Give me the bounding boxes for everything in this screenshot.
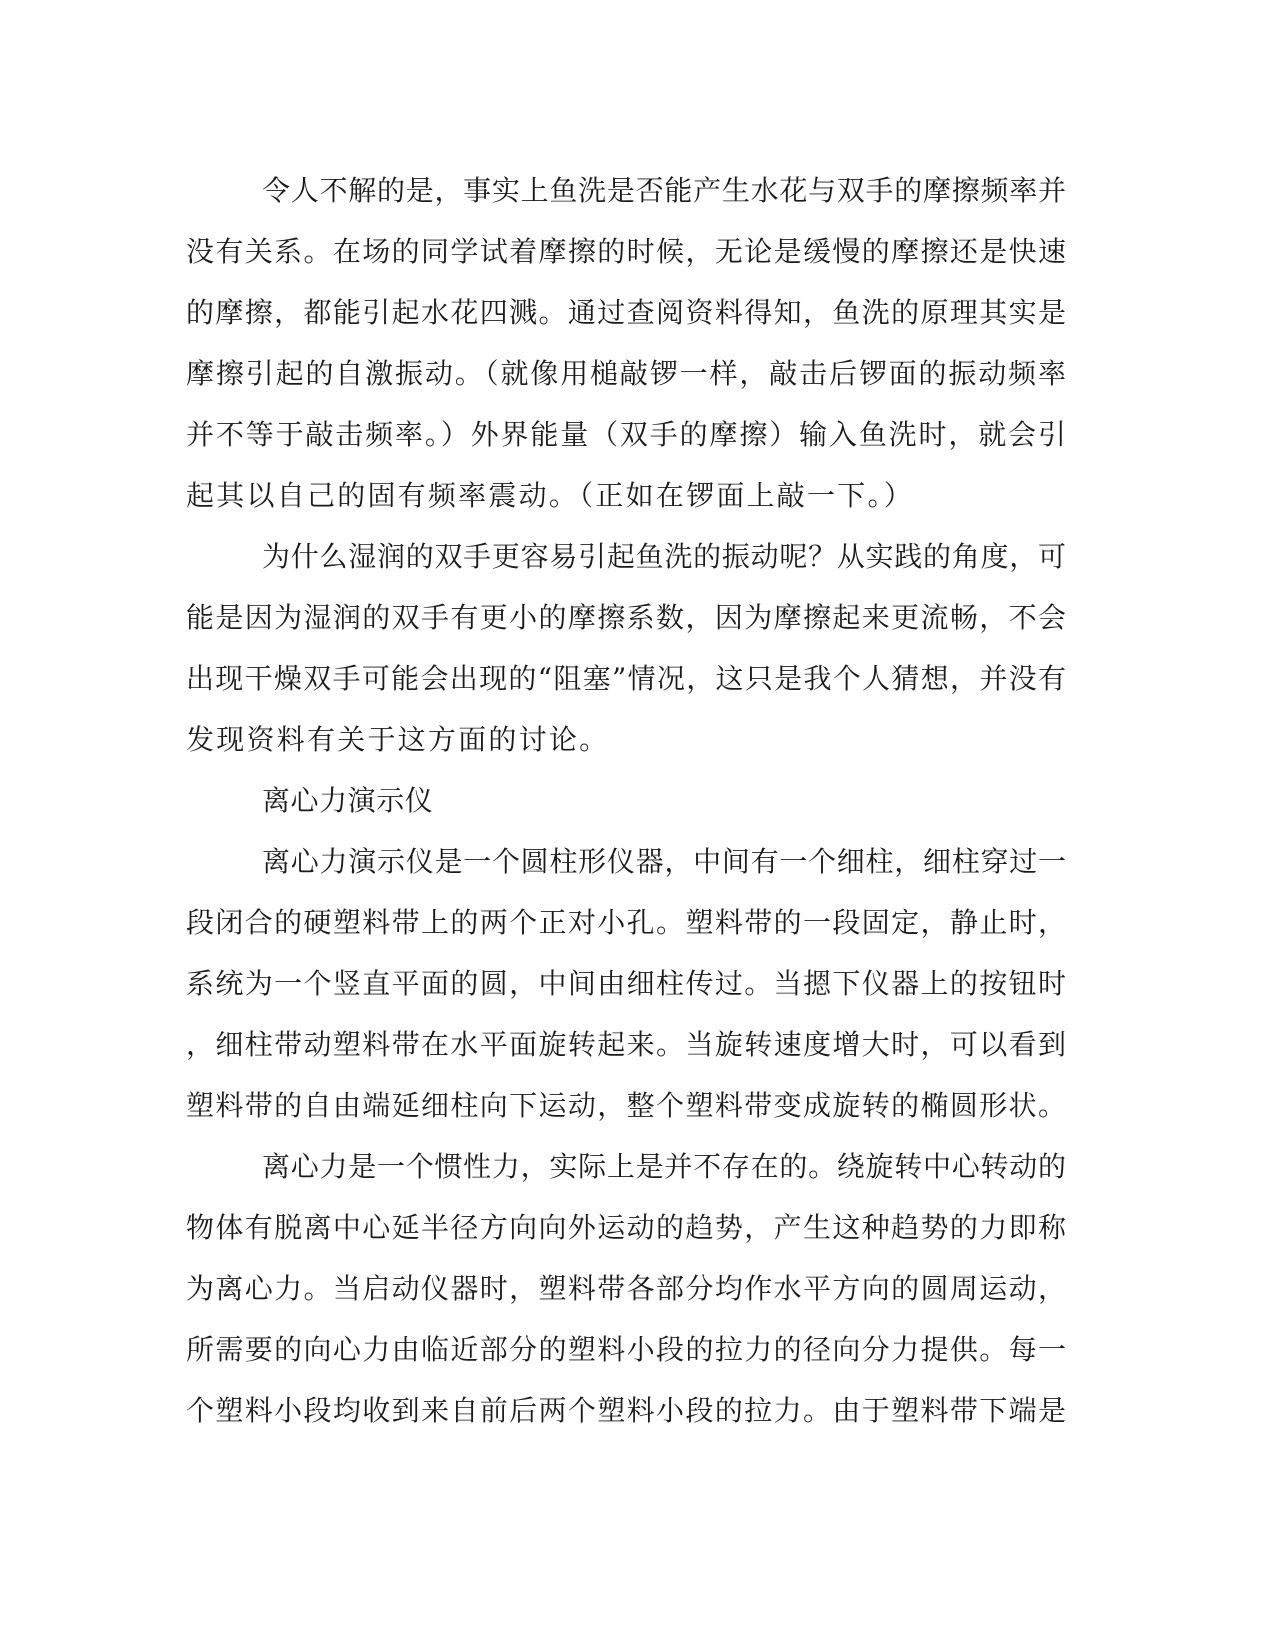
paragraph-centrifuge-description <box>186 831 1066 1136</box>
text-line: 摩擦引起的自激振动。（就像用槌敲锣一样，敲击后锣面的振动频率 <box>186 357 1066 390</box>
text-line: 没有关系。在场的同学试着摩擦的时候，无论是缓慢的摩擦还是快速 <box>186 235 1066 268</box>
text-line: 所需要的向心力由临近部分的塑料小段的拉力的径向分力提供。每一 <box>186 1333 1066 1366</box>
text-line: 发现资料有关于这方面的讨论。 <box>186 723 610 756</box>
text-line: 离心力是一个惯性力，实际上是并不存在的。绕旋转中心转动的 <box>262 1150 1066 1183</box>
text-line: 出现干燥双手可能会出现的“阻塞”情况，这只是我个人猜想，并没有 <box>186 662 1066 695</box>
text-line: 段闭合的硬塑料带上的两个正对小孔。塑料带的一段固定，静止时， <box>186 906 1066 939</box>
paragraph-wet-hands <box>186 526 1066 770</box>
document-body <box>186 160 1066 1441</box>
text-line: 令人不解的是，事实上鱼洗是否能产生水花与双手的摩擦频率并 <box>262 174 1066 207</box>
paragraph-centrifugal-force <box>186 1136 1066 1441</box>
text-line: 塑料带的自由端延细柱向下运动，整个塑料带变成旋转的椭圆形状。 <box>186 1089 1066 1122</box>
text-line: 的摩擦，都能引起水花四溅。通过查阅资料得知，鱼洗的原理其实是 <box>186 296 1066 329</box>
text-line: 个塑料小段均收到来自前后两个塑料小段的拉力。由于塑料带下端是 <box>186 1394 1066 1427</box>
text-line: 为什么湿润的双手更容易引起鱼洗的振动呢？从实践的角度，可 <box>262 540 1066 573</box>
text-line: 物体有脱离中心延半径方向向外运动的趋势，产生这种趋势的力即称 <box>186 1211 1066 1244</box>
text-line: 离心力演示仪是一个圆柱形仪器，中间有一个细柱，细柱穿过一 <box>262 845 1066 878</box>
text-line: 起其以自己的固有频率震动。（正如在锣面上敲一下。） <box>186 479 915 512</box>
text-line: 系统为一个竖直平面的圆，中间由细柱传过。当摁下仪器上的按钮时 <box>186 967 1066 1000</box>
section-heading: 离心力演示仪 <box>262 784 434 817</box>
text-line: 为离心力。当启动仪器时，塑料带各部分均作水平方向的圆周运动， <box>186 1272 1066 1305</box>
paragraph-fish-basin-frequency <box>186 160 1066 526</box>
text-line: 能是因为湿润的双手有更小的摩擦系数，因为摩擦起来更流畅，不会 <box>186 601 1066 634</box>
text-line: 并不等于敲击频率。）外界能量（双手的摩擦）输入鱼洗时，就会引 <box>186 418 1066 451</box>
text-line: ，细柱带动塑料带在水平面旋转起来。当旋转速度增大时，可以看到 <box>186 1028 1066 1061</box>
